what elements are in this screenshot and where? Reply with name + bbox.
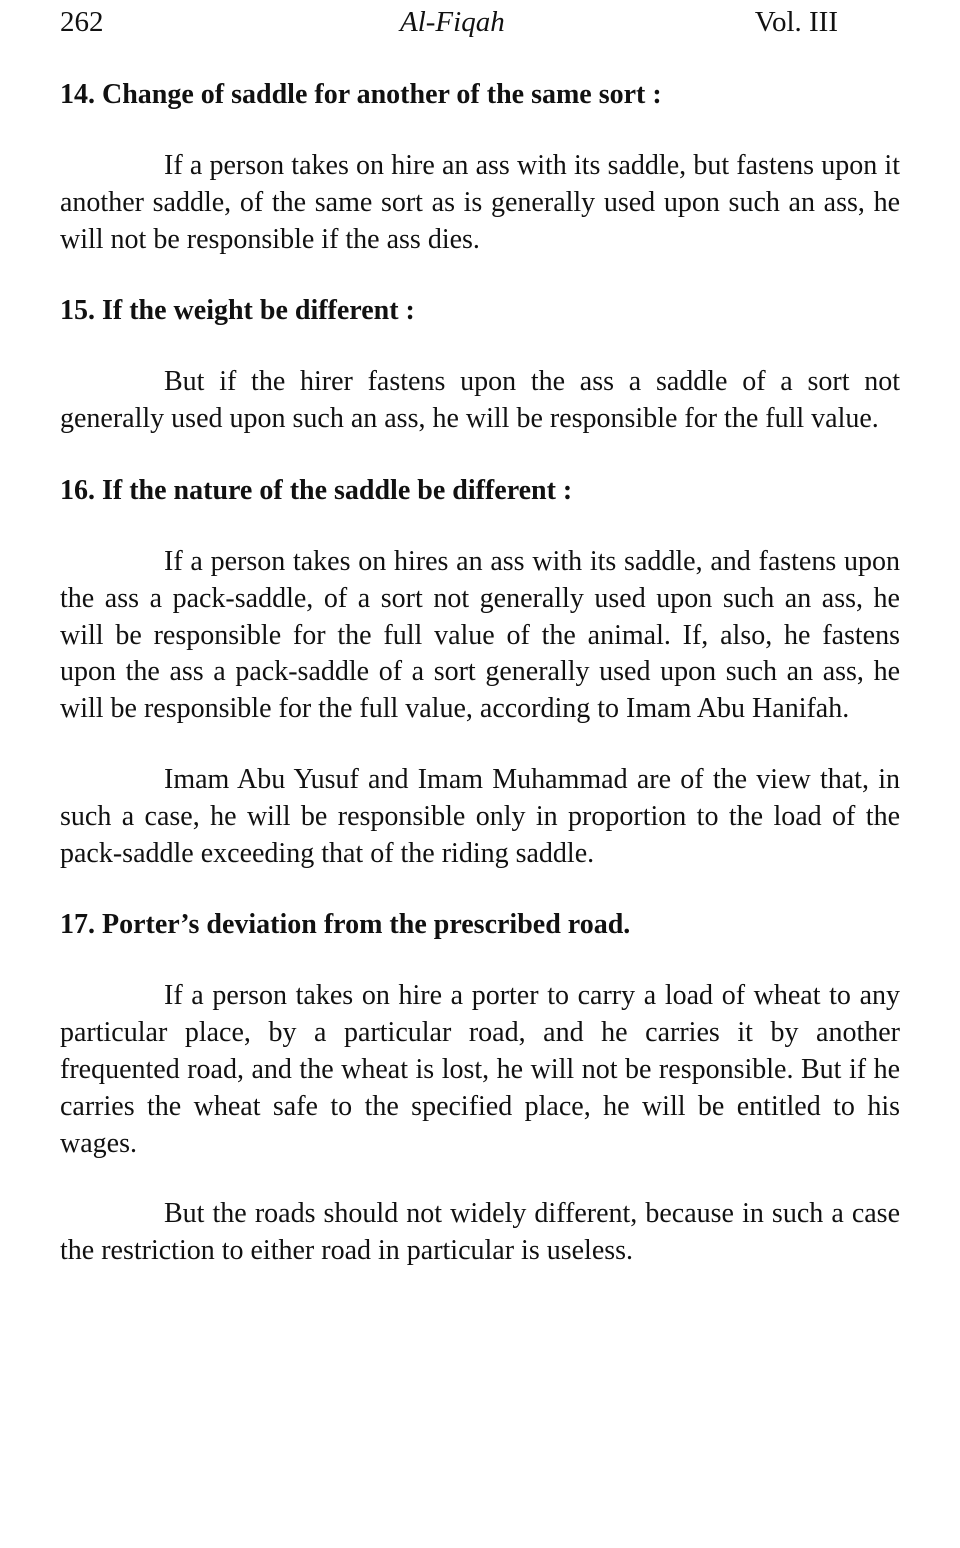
section-paragraph: If a person takes on hires an ass with its saddle, and fastens upon the ass a pack-saddle, of a sort not generally used upon such an ass, he will be responsible for the full value of the animal. If, also, he fastens upon the ass a pack-saddle of a sort generally used upon such an ass, he will be responsible for the full value, according to Imam Abu Hanifah.: [60, 545, 900, 725]
section-14: [60, 76, 900, 258]
section-heading: 17. Porter’s deviation from the prescribed road.: [60, 909, 631, 941]
page-number: 262: [60, 6, 104, 38]
section-16: [60, 472, 900, 872]
volume-label: Vol. III: [754, 6, 838, 38]
section-heading: 15. If the weight be different :: [60, 295, 415, 327]
section-paragraph: If a person takes on hire a porter to carry a load of wheat to any particular place, by a particular road, and he carries it by another frequented road, and the wheat is lost, he will not be responsible. But if he carries the wheat safe to the specified place, he will be entitled to his wages.: [60, 980, 900, 1159]
section-17: [60, 906, 900, 1270]
section-paragraph: But if the hirer fastens upon the ass a saddle of a sort not generally used upon such an ass, he will be responsible for the full value.: [60, 366, 900, 435]
running-head: [60, 2, 838, 42]
section-paragraph: Imam Abu Yusuf and Imam Muhammad are of the view that, in such a case, he will be responsible only in proportion to the load of the pack-saddle exceeding that of the riding saddle.: [60, 763, 900, 869]
section-heading: 14. Change of saddle for another of the same sort :: [60, 79, 662, 110]
book-title: Al-Fiqah: [400, 6, 505, 38]
page-body: [60, 76, 900, 1304]
section-paragraph: If a person takes on hire an ass with its saddle, but fastens upon it another saddle, of the same sort as is generally used upon such an ass, he will not be responsible if the ass dies.: [60, 150, 900, 255]
section-paragraph: But the roads should not widely different, because in such a case the restriction to either road in particular is useless.: [60, 1198, 900, 1267]
section-15: [60, 292, 900, 438]
section-heading: 16. If the nature of the saddle be different :: [60, 474, 573, 506]
